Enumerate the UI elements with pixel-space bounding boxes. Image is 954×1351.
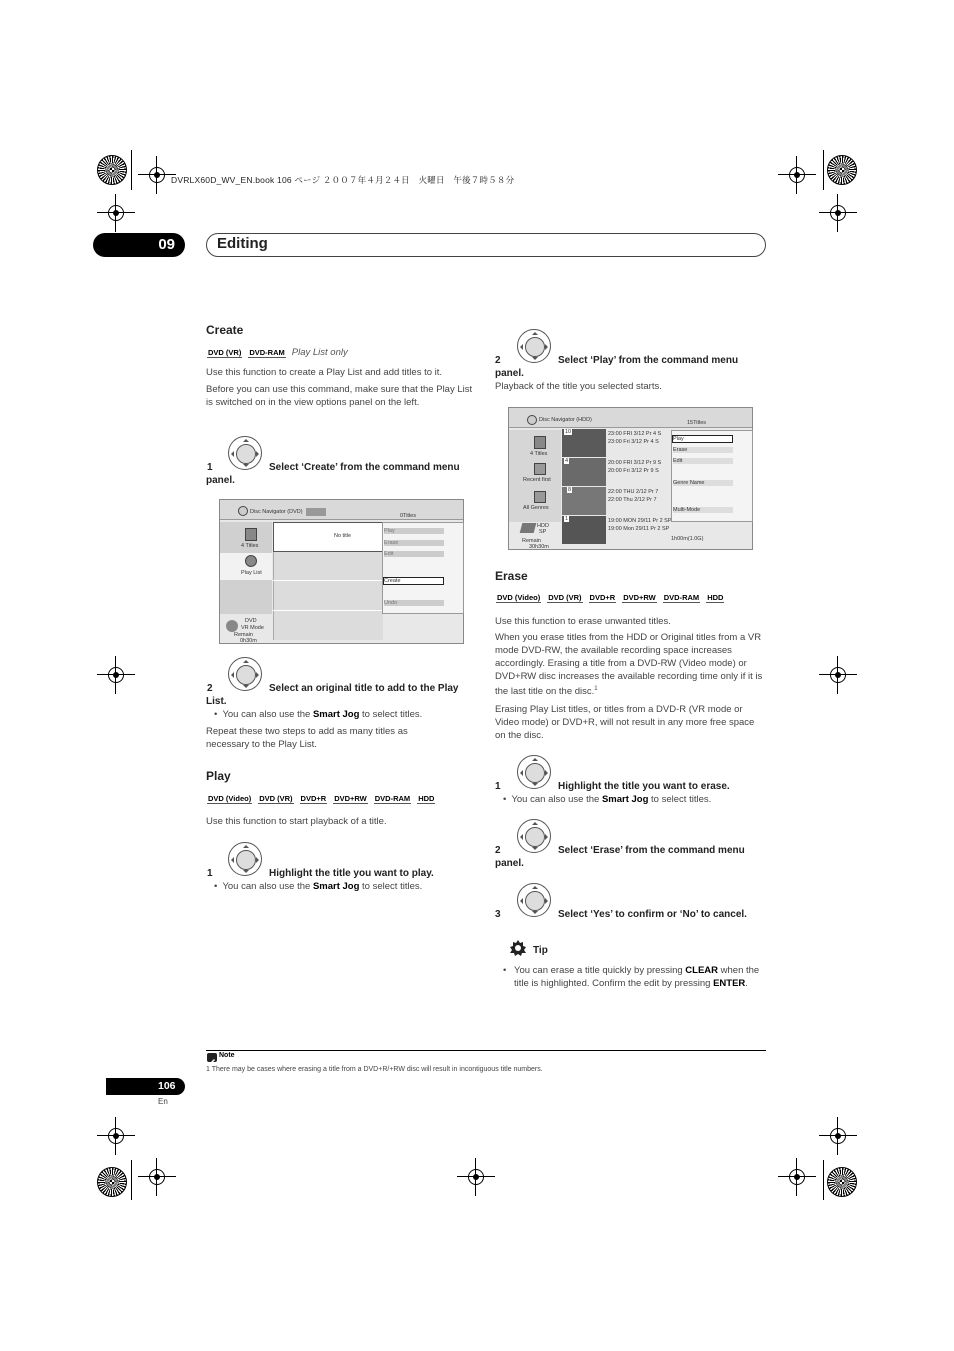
menu-item-erase: Erase [384,540,444,546]
create-heading: Create [206,323,244,337]
menu-item-multi-mode: Multi-Mode [673,507,733,513]
page-number: 106 [158,1080,176,1092]
create-step-1-number: 1 [207,462,213,473]
title-row-number: 10 [565,429,572,435]
erase-step-2-text: Select ‘Erase’ from the command menu [558,845,745,856]
create-step-2-bullet: • You can also use the Smart Jog to select titles. [214,709,423,720]
tip-text: • You can erase a title quickly by pressing CLEAR when the title is highlighted. Confirm the edit by pressing ENTER. [503,965,760,989]
titles-icon [534,436,546,449]
registration-starburst-top-right [827,155,857,185]
chapter-title: Editing [217,235,268,252]
disc-badge: DVD (Video) [208,794,252,803]
smart-jog-icon [517,883,551,917]
smart-jog-icon [228,436,262,470]
tip-label: Tip [533,945,548,956]
title-row-line-2: 20:00 Fri 3/12 Pr 9 S [608,468,659,474]
title-row-line-2: 23:00 Fri 3/12 Pr 4 S [608,439,659,445]
create-para-2: Before you can use this command, make sure that the Play List is switched on in the view options panel on the left. [206,384,473,408]
hdd-label: HDD [537,523,549,529]
erase-para-3: Erasing Play List titles, or titles from a DVD-R (VR mode or Video mode) or DVD+R, will not result in any more free space on the disc. [495,704,755,741]
create-para-3: Repeat these two steps to add as many titles as necessary to the Play List. [206,726,408,750]
crosshair-mark [827,664,849,686]
disc-badge: DVD+R [300,794,327,803]
menu-item-edit: Edit [673,458,733,464]
titles-icon [245,528,257,541]
title-row-line-1: 19:00 MON 29/11 Pr 2 SP [608,518,672,524]
create-badges [207,348,348,358]
create-step-2-number: 2 [207,683,213,694]
crosshair-mark [105,664,127,686]
play-step-1-bullet: • You can also use the Smart Jog to select titles. [214,881,423,892]
play-step-2-text: Select ‘Play’ from the command menu [558,355,739,366]
menu-item-edit: Edit [384,551,444,557]
erase-para-1: Use this function to erase unwanted titles. [495,616,671,627]
play-badges [207,794,435,804]
disc-badge: DVD (VR) [259,794,293,803]
remain-label: Remain [234,632,253,638]
title-row-line-1: 22:00 THU 2/12 Pr 7 [608,489,659,495]
title-count: 15Titles [687,420,707,426]
menu-item-undo: Undo [384,600,444,606]
menu-item-erase: Erase [673,447,733,453]
title-row-number: 4 [565,458,569,464]
smart-jog-icon [228,657,262,691]
remain-value: 0h30m [240,638,257,644]
title-row-number: 1 [565,516,569,522]
play-para-1: Use this function to start playback of a title. [206,816,387,827]
title-count: 0Titles [400,513,416,519]
disc-navigator-hdd-screen [508,407,753,550]
create-step-1-text-cont: panel. [206,475,235,486]
sidebar-item-recent: Recent first [523,477,551,483]
play-step-1-text: Highlight the title you want to play. [269,868,434,879]
menu-item-create: Create [383,577,444,585]
sidebar-vr-mode: VR Mode [241,625,264,631]
crop-line [823,150,824,190]
title-row-number: 8 [568,487,572,493]
crosshair-mark [827,202,849,224]
crosshair-mark [786,1166,808,1188]
playlist-icon [245,555,257,567]
smart-jog-icon [517,819,551,853]
erase-heading: Erase [495,569,528,583]
recent-icon [534,463,546,475]
play-heading: Play [206,769,231,783]
erase-step-1-number: 1 [495,781,501,792]
create-step-1-text: Select ‘Create’ from the command menu [269,462,460,473]
play-para-2: Playback of the title you selected starts. [495,381,662,392]
tip-icon [508,939,528,959]
smart-jog-icon [517,755,551,789]
crosshair-mark [146,1166,168,1188]
file-info-header: DVRLX60D_WV_EN.book 106 ページ ２００７年４月２４日 火曜日 午後７時５８分 [171,175,515,185]
play-step-2-text-cont: panel. [495,368,524,379]
erase-step-3-number: 3 [495,909,501,920]
crosshair-mark [827,1125,849,1147]
create-para-1: Use this function to create a Play List and add titles to it. [206,367,443,378]
disc-navigator-dvd-screen [219,499,464,644]
note-icon [207,1053,217,1062]
sidebar-item-titles: 4 Titles [530,451,548,457]
genres-icon [534,491,546,503]
title-row-line-2: 19:00 Mon 29/11 Pr 2 SP [608,526,670,532]
crop-line [131,150,132,190]
erase-badges [496,593,724,603]
dvd-icon [226,620,238,632]
note-text: 1 There may be cases where erasing a title from a DVD+R/+RW disc will result in incontiguous title numbers. [206,1066,543,1073]
play-step-2-number: 2 [495,355,501,366]
registration-starburst-bottom-right [827,1167,857,1197]
remain-label: Remain [522,538,541,544]
registration-starburst-bottom-left [97,1167,127,1197]
sidebar-item-titles: 4 Titles [241,543,259,549]
hdd-mode: SP [539,529,547,535]
crosshair-mark [465,1166,487,1188]
badge-note: Play List only [291,347,348,358]
remain-value: 30h30m [529,544,549,550]
menu-item-play: Play [384,528,444,534]
erase-step-1-bullet: • You can also use the Smart Jog to select titles. [503,794,712,805]
chapter-number: 09 [93,233,185,257]
crop-line [131,1160,132,1200]
disc-badge: DVD-RAM [663,593,700,602]
note-label: Note [219,1052,235,1059]
erase-step-1-text: Highlight the title you want to erase. [558,781,730,792]
erase-step-2-text-cont: panel. [495,858,524,869]
disc-badge: DVD-RAM [249,348,285,357]
disc-badge: DVD (VR) [208,348,242,357]
footer-duration: 1h00m(1.0G) [671,536,704,542]
hdd-icon [520,523,537,533]
page-lang: En [158,1097,168,1106]
sidebar-item-genres: All Genres [523,505,549,511]
disc-icon [238,506,248,516]
crop-line [823,1160,824,1200]
disc-badge: DVD+RW [623,593,656,602]
title-row-line-1: 20:00 FRI 3/12 Pr 9 S [608,460,662,466]
disc-badge: HDD [418,794,435,803]
crosshair-mark [786,164,808,186]
create-step-2-text-cont: List. [206,696,227,707]
menu-item-play: Play [672,435,733,443]
sidebar-item-playlist: Play List [241,570,262,576]
disc-badge: DVD-RAM [374,794,411,803]
erase-step-2-number: 2 [495,845,501,856]
disc-badge: DVD+RW [334,794,367,803]
sidebar-dvd: DVD [245,618,257,624]
disc-icon [527,415,537,425]
crosshair-mark [146,164,168,186]
create-step-2-text: Select an original title to add to the Play [269,683,459,694]
erase-step-3-text: Select ‘Yes’ to confirm or ‘No’ to cancel. [558,909,747,920]
disc-badge: DVD (VR) [548,593,582,602]
play-step-1-number: 1 [207,868,213,879]
crosshair-mark [105,202,127,224]
crosshair-mark [105,1125,127,1147]
disc-badge: DVD (Video) [497,593,541,602]
smart-jog-icon [228,842,262,876]
chapter-title-bar [206,233,766,257]
no-title-label: No title [334,533,352,539]
title-row-line-2: 22:00 Thu 2/12 Pr 7 [608,497,657,503]
erase-para-2: When you erase titles from the HDD or Original titles from a VR mode DVD-RW, the available recording space increases accordingly. Erasing a title from a DVD-RW (Video mode) or DVD+RW disc increases the available recording time only if it is the last title on the disc.$^1$ [495,632,763,698]
title-row-line-1: 23:00 FRI 3/12 Pr 4 S [608,431,662,437]
registration-starburst-top-left [97,155,127,185]
screen-header: Disc Navigator (HDD) [539,417,592,423]
screen-header: Disc Navigator (DVD) [250,509,303,515]
disc-badge: DVD+R [589,593,616,602]
smart-jog-icon [517,329,551,363]
disc-badge: HDD [707,593,724,602]
note-divider [206,1050,766,1051]
menu-item-genre-name: Genre Name [673,480,733,486]
